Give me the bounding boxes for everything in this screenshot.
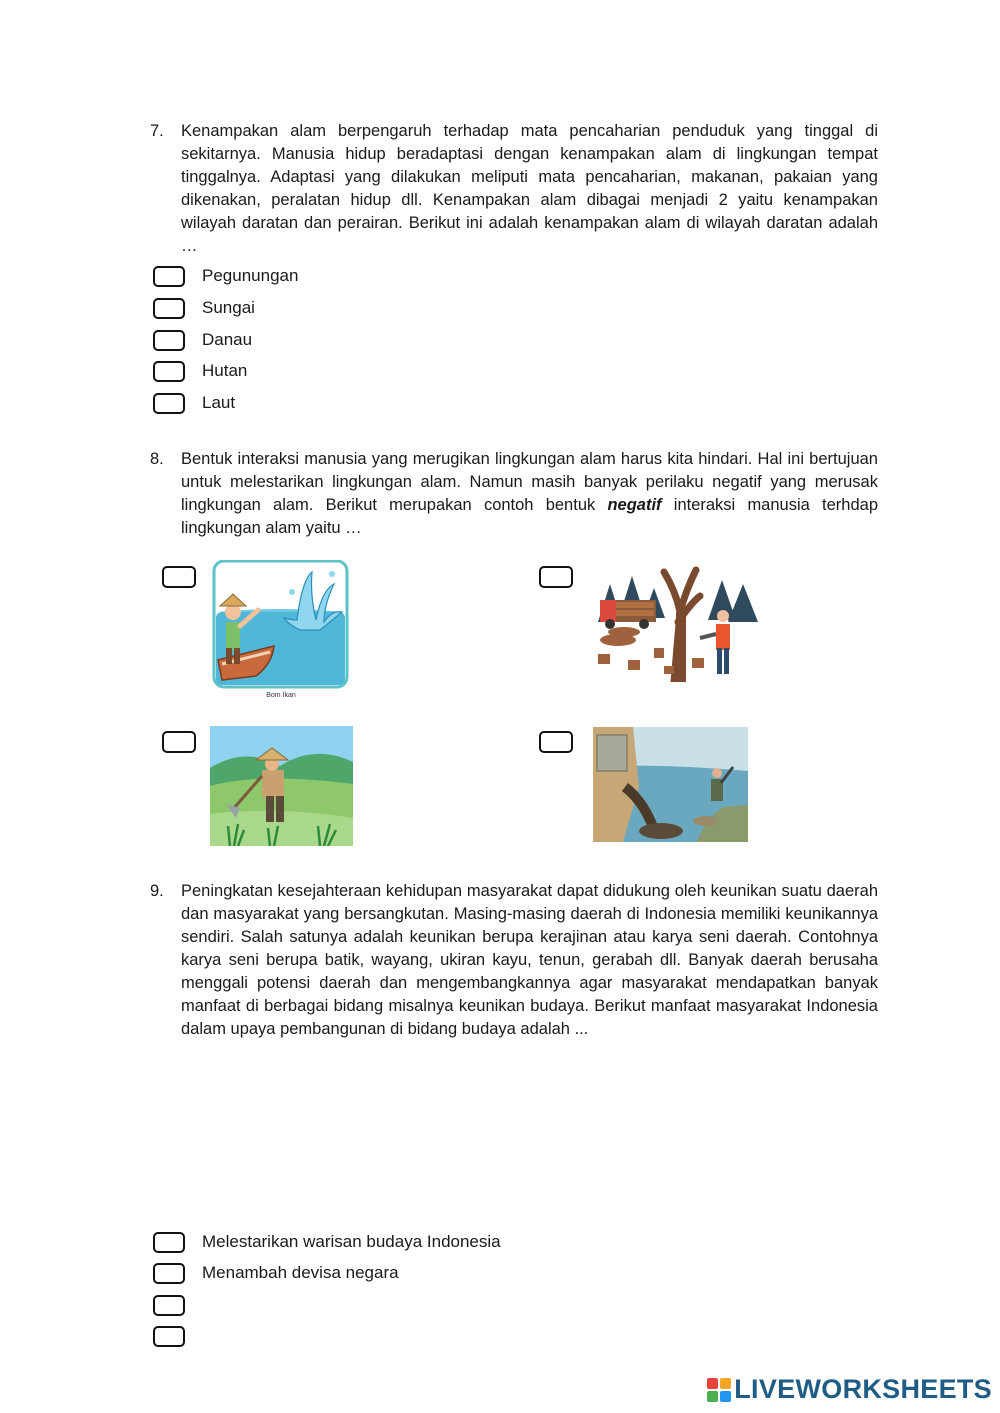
- question-text-part: Bentuk interaksi manusia yang merugikan lingkungan alam harus kita hindari. Hal ini bertujuan untuk melestarikan lingkungan alam. Namun masih banyak perilaku negatif yang merusak lingkungan alam. Berikut merupakan contoh bentuk: [181, 450, 878, 514]
- question-number: 8.: [150, 450, 164, 468]
- answer-checkbox[interactable]: [153, 298, 185, 319]
- question-7: [150, 120, 878, 258]
- answer-checkbox[interactable]: [153, 361, 185, 382]
- image-caption: Bom Ikan: [266, 692, 296, 699]
- answer-checkbox[interactable]: [153, 330, 185, 351]
- option-label: Pegunungan: [202, 266, 299, 285]
- liveworksheets-logo-icon: [707, 1378, 731, 1402]
- liveworksheets-brand: [707, 1374, 992, 1405]
- brand-name: LIVEWORKSHEETS: [734, 1374, 992, 1404]
- question-text-part: interaksi manusia terhdap lingkungan alam yaitu …: [181, 496, 878, 537]
- answer-checkbox[interactable]: [153, 393, 185, 414]
- answer-checkbox[interactable]: [153, 1263, 185, 1284]
- answer-option[interactable]: [153, 1261, 399, 1285]
- question-text: Peningkatan kesejahteraan kehidupan masyarakat dapat didukung oleh keunikan suatu daerah dan masyarakat yang bersangkutan. Masing-masing daerah di Indonesia memiliki keunikannya sendiri. Salah satunya adalah keunikan berupa kerajinan atau karya seni daerah. Contohnya karya seni berupa batik, wayang, ukiran kayu, tenun, gerabah dll. Banyak daerah berusaha menggali potensi daerah dan mengembangkannya agar masyarakat mendapatkan banyak manfaat di berbagai bidang misalnya keunikan budaya. Berikut manfaat masyarakat Indonesia dalam upaya pembangunan di bidang budaya adalah ...: [181, 882, 878, 1038]
- option-label: Menambah devisa negara: [202, 1263, 399, 1282]
- option-label: Melestarikan warisan budaya Indonesia: [202, 1232, 501, 1251]
- question-text: Kenampakan alam berpengaruh terhadap mata pencaharian penduduk yang tinggal di sekitarnya. Manusia hidup beradaptasi dengan kenampakan alam di lingkungan tempat tinggalnya. Adaptasi yang dilakukan meliputi mata pencaharian, makanan, pakaian yang dikenakan, peralatan hidup dll. Kenampakan alam dibagai menjadi 2 yaitu kenampakan wilayah daratan dan perairan. Berikut ini adalah kenampakan alam di wilayah daratan adalah …: [181, 122, 878, 255]
- option-label: Danau: [202, 330, 253, 349]
- answer-option[interactable]: [153, 359, 247, 383]
- answer-option[interactable]: [153, 1293, 202, 1317]
- answer-option[interactable]: [153, 1324, 202, 1348]
- farmer-hoeing-image: [210, 726, 353, 846]
- option-label: Sungai: [202, 298, 255, 317]
- answer-checkbox[interactable]: [153, 1295, 185, 1316]
- question-9: [150, 880, 878, 1041]
- answer-checkbox[interactable]: [153, 266, 185, 287]
- question-number: 7.: [150, 122, 164, 140]
- question-number: 9.: [150, 882, 164, 900]
- fish-bombing-image: [212, 560, 350, 700]
- answer-option[interactable]: [153, 296, 255, 320]
- answer-option[interactable]: [153, 1230, 501, 1254]
- answer-checkbox[interactable]: [153, 1232, 185, 1253]
- answer-option[interactable]: [153, 391, 235, 415]
- answer-checkbox[interactable]: [153, 1326, 185, 1347]
- option-label: Laut: [202, 393, 236, 412]
- answer-option[interactable]: [153, 328, 252, 352]
- pollution-image: [593, 727, 748, 842]
- image-option-checkbox[interactable]: [539, 731, 573, 753]
- emphasis-word: negatif: [607, 496, 662, 514]
- question-8: [150, 448, 878, 540]
- question-text: [181, 448, 878, 540]
- option-label: Hutan: [202, 361, 248, 380]
- image-option-checkbox[interactable]: [162, 566, 196, 588]
- illegal-logging-image: [588, 562, 763, 682]
- answer-option[interactable]: [153, 264, 298, 288]
- image-option-checkbox[interactable]: [162, 731, 196, 753]
- image-option-checkbox[interactable]: [539, 566, 573, 588]
